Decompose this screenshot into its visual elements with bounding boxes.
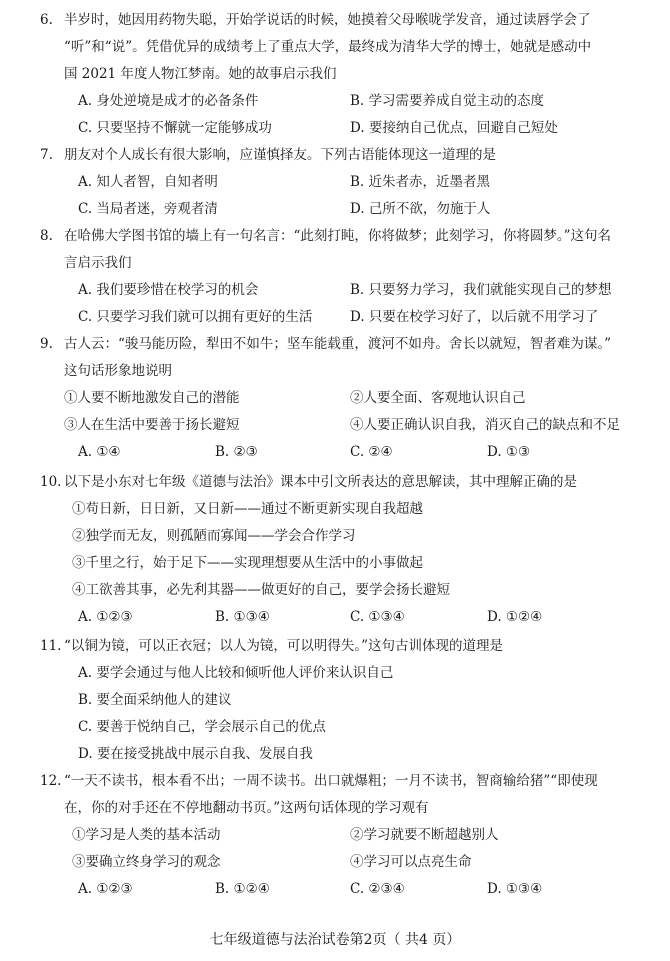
question-7-line-1 [40,145,662,165]
option-a: A. 我们要珍惜在校学习的机会 [78,282,259,298]
option-b: B. ①③④ [215,609,270,625]
question-number: 10. [40,474,62,490]
question-text: “以铜为镜，可以正衣冠；以人为镜，可以明得失。”这句古训体现的道理是 [64,638,504,654]
option-d: D. ①③ [487,444,531,460]
question-number: 12. [40,773,62,789]
option-b: B. ②③ [215,444,258,460]
option-c: C. 当局者迷，旁观者清 [78,201,218,217]
question-6-line-2: “听”和“说”。凭借优异的成绩考上了重点大学，最终成为清华大学的博士，她就是感动中 [64,39,592,55]
option-c: C. ②③④ [350,881,405,897]
option-a: A. ①②③ [78,881,133,897]
statement-4: ④人要正确认识自我，消灭自己的缺点和不足 [350,417,620,433]
statement-1: ①人要不断地激发自己的潜能 [64,390,240,406]
statement-3: ③要确立终身学习的观念 [72,854,221,870]
option-d: D. ①②④ [487,609,543,625]
question-number: 9. [40,336,53,352]
option-a: A. 身处逆境是成才的必备条件 [78,93,259,109]
question-12-line-2: 在，你的对手还在不停地翻动书页。”这两句话体现的学习观有 [64,800,429,816]
statement-3: ③人在生活中要善于扬长避短 [64,417,240,433]
option-d: D. 己所不欲，勿施于人 [350,201,491,217]
question-text: 朋友对个人成长有很大影响，应谨慎择友。下列古语能体现这一道理的是 [64,147,496,163]
question-number: 8. [40,228,53,244]
option-a: A. 知人者智，自知者明 [78,174,218,190]
option-d: D. 要在接受挑战中展示自我、发展自我 [78,746,313,762]
option-d: D. 要接纳自己优点，回避自己短处 [350,120,558,136]
statement-1: ①苟日新，日日新，又日新——通过不断更新实现自我超越 [72,501,423,517]
question-11-line-1 [40,636,662,656]
question-number: 6. [40,12,53,28]
option-d: D. 只要在校学习好了，以后就不用学习了 [350,309,599,325]
option-a: A. 要学会通过与他人比较和倾听他人评价来认识自己 [78,665,394,681]
question-6-line-3: 国 2021 年度人物江梦南。她的故事启示我们 [64,66,337,82]
option-c: C. ①③④ [350,609,405,625]
question-text: 古人云：“骏马能历险，犁田不如牛；坚车能载重，渡河不如舟。舍长以就短，智者难为谋。” [64,336,612,352]
question-text: “一天不读书，根本看不出；一周不读书。出口就爆粗；一月不读书，智商输给猪”“即使现 [64,773,598,789]
statement-2: ②学习就要不断超越别人 [350,827,499,843]
option-b: B. 学习需要养成自觉主动的态度 [350,93,545,109]
question-12-line-1 [40,771,662,791]
option-c: C. 要善于悦纳自己，学会展示自己的优点 [78,719,326,735]
option-a: A. ①②③ [78,609,133,625]
option-b: B. ①②④ [215,881,270,897]
question-number: 11. [40,638,62,654]
question-text: 在哈佛大学图书馆的墙上有一句名言：“此刻打盹，你将做梦；此刻学习，你将圆梦。”这句名 [64,228,612,244]
option-d: D. ①③④ [487,881,543,897]
option-c: C. 只要学习我们就可以拥有更好的生活 [78,309,313,325]
question-9-line-2: 这句话形象地说明 [64,363,172,379]
statement-3: ③千里之行，始于足下——实现理想要从生活中的小事做起 [72,555,423,571]
question-10-line-1 [40,472,662,492]
statement-2: ②独学而无友，则孤陋而寡闻——学会合作学习 [72,528,356,544]
question-text: 以下是小东对七年级《道德与法治》课本中引文所表达的意思解读，其中理解正确的是 [64,474,577,490]
question-number: 7. [40,147,53,163]
statement-1: ①学习是人类的基本活动 [72,827,221,843]
statement-4: ④学习可以点亮生命 [350,854,472,870]
page-footer: 七年级道德与法治试卷第2页（ 共4 页） [209,932,461,948]
statement-2: ②人要全面、客观地认识自己 [350,390,526,406]
statement-4: ④工欲善其事，必先利其器——做更好的自己，要学会扬长避短 [72,582,450,598]
option-b: B. 近朱者赤，近墨者黑 [350,174,491,190]
option-b: B. 要全面采纳他人的建议 [78,692,232,708]
question-9-line-1 [40,334,662,354]
option-a: A. ①④ [78,444,121,460]
option-b: B. 只要努力学习，我们就能实现自己的梦想 [350,282,612,298]
question-8-line-1 [40,226,662,246]
question-text: 半岁时，她因用药物失聪，开始学说话的时候，她摸着父母喉咙学发音，通过读唇学会了 [64,12,591,28]
question-6-line-1 [40,10,662,30]
question-8-line-2: 言启示我们 [64,255,132,271]
option-c: C. ②④ [350,444,393,460]
option-c: C. 只要坚持不懈就一定能够成功 [78,120,272,136]
